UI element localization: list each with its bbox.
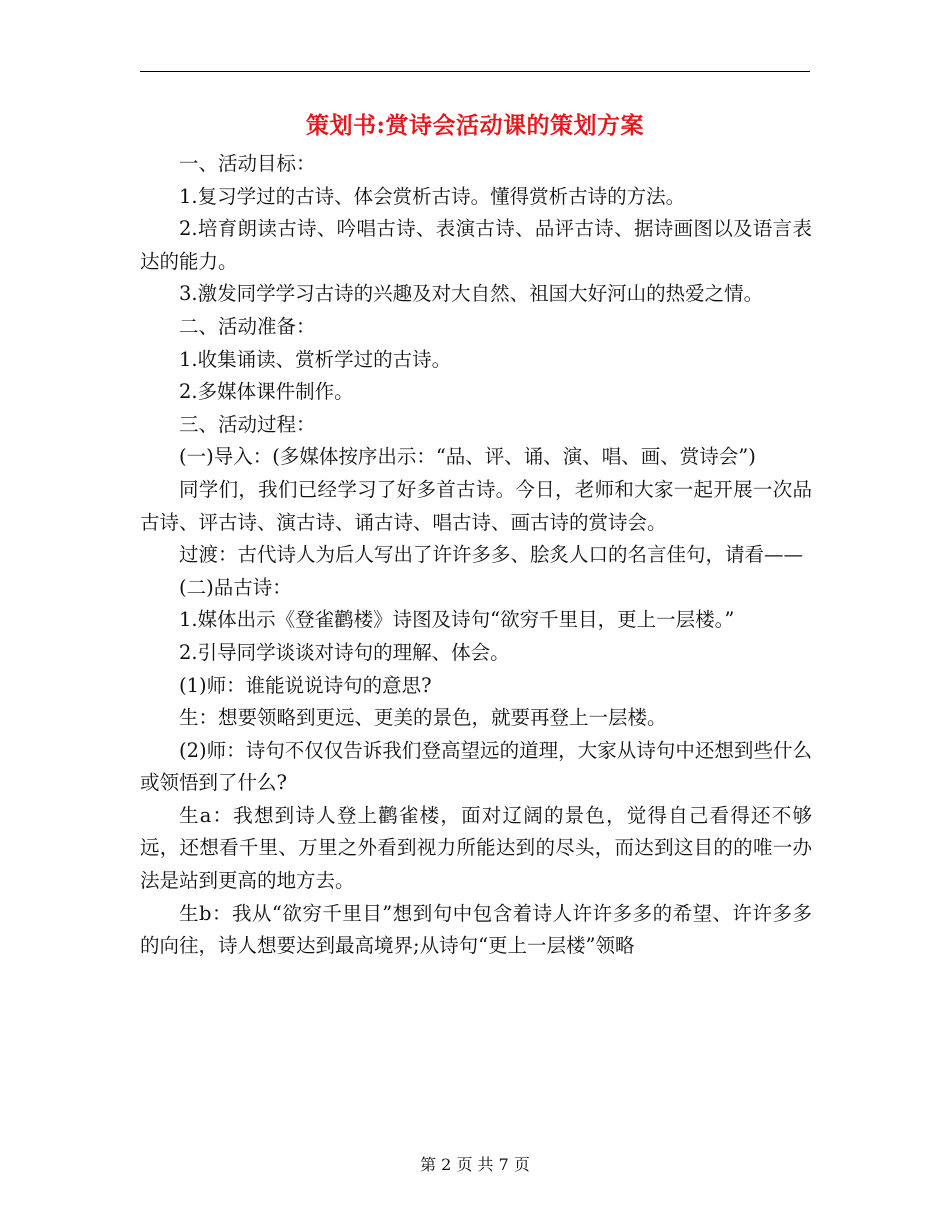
- paragraph: 1.媒体出示《登雀鹳楼》诗图及诗句“欲穷千里目，更上一层楼。”: [179, 608, 735, 632]
- paragraph: (2)师：诗句不仅仅告诉我们登高望远的道理，大家从诗句中还想到些什么或领悟到了什么?: [140, 738, 812, 795]
- header-rule: [140, 71, 810, 72]
- document-title: 策划书:赏诗会活动课的策划方案: [306, 112, 644, 139]
- subsection-heading: (二)品古诗：: [179, 575, 292, 599]
- paragraph: 2.多媒体课件制作。: [179, 380, 354, 404]
- paragraph: 同学们，我们已经学习了好多首古诗。今日，老师和大家一起开展一次品古诗、评古诗、演古诗、诵古诗、唱古诗、画古诗的赏诗会。: [140, 477, 812, 534]
- paragraph: 生b：我从“欲穷千里目”想到句中包含着诗人许许多多的希望、许许多多的向往，诗人想要达到最高境界;从诗句“更上一层楼”领略: [140, 901, 812, 958]
- section-heading-preparation: 二、活动准备：: [179, 314, 316, 338]
- paragraph: (1)师：谁能说说诗句的意思?: [179, 673, 432, 697]
- paragraph: 3.激发同学学习古诗的兴趣及对大自然、祖国大好河山的热爱之情。: [179, 282, 764, 306]
- paragraph: 2.引导同学谈谈对诗句的理解、体会。: [179, 640, 510, 664]
- paragraph: 生：想要领略到更远、更美的景色，就要再登上一层楼。: [179, 706, 667, 730]
- section-heading-goals: 一、活动目标：: [179, 152, 316, 175]
- paragraph: 1.复习学过的古诗、体会赏析古诗。懂得赏析古诗的方法。: [179, 184, 686, 208]
- paragraph: 过渡：古代诗人为后人写出了许许多多、脍炙人口的名言佳句，请看——: [179, 543, 804, 567]
- paragraph: 2.培育朗读古诗、吟唱古诗、表演古诗、品评古诗、据诗画图以及语言表达的能力。: [140, 217, 812, 273]
- paragraph: 生a：我想到诗人登上鹳雀楼，面对辽阔的景色，觉得自己看得还不够远，还想看千里、万里之外看到视力所能达到的尽头，而达到这目的的唯一办法是站到更高的地方去。: [140, 803, 812, 893]
- page-number: 第 2 页 共 7 页: [420, 1155, 530, 1174]
- paragraph: 1.收集诵读、赏析学过的古诗。: [179, 347, 452, 371]
- section-heading-process: 三、活动过程：: [179, 412, 316, 436]
- document-body: [140, 148, 812, 963]
- paragraph: (一)导入：(多媒体按序出示：“品、评、诵、演、唱、画、赏诗会”): [179, 445, 756, 469]
